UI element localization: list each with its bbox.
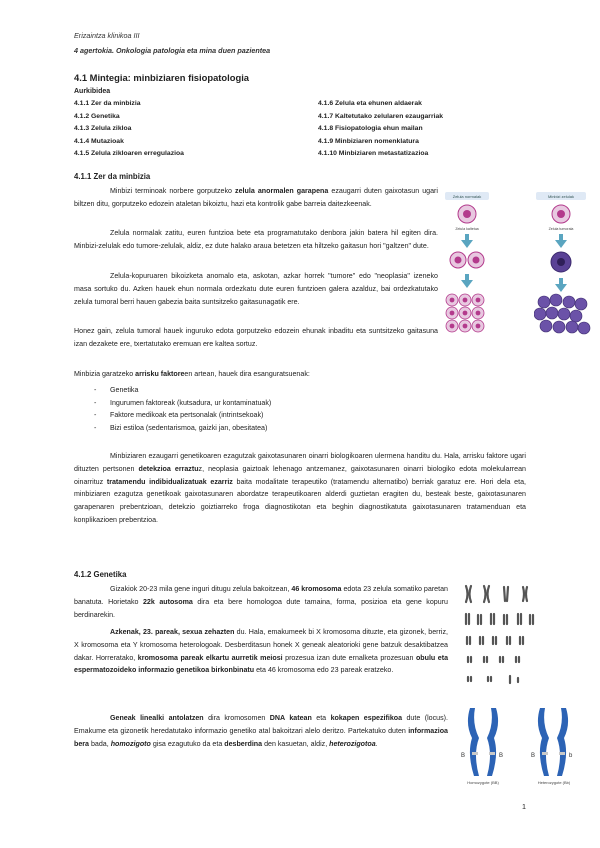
- toc-item[interactable]: 4.1.3 Zelula zikloa: [74, 125, 132, 133]
- paragraph: Minbizia garatzeko arrisku faktoreen artean, hauek dira esanguratsuenak:: [74, 370, 310, 378]
- alleles-figure: [458, 706, 592, 788]
- paragraph: Minbiziaren ezaugarri genetikoaren ezagutzak gaixotasunaren oinarri biologikoaren ulermena handitu du. Hala, arrisku faktore ugari dituzten pertsonen detekzioa erraztuz, neoplasia gaiztoak lehenago antzemanez, gaixotasunaren oinarri biologiko edota molekularrean oinarrituz tratamendu indibidualizatuak ezarriz baita modalitate terapeutiko (tratamendu alternatibo) berriak garatuz ere. Hori dela eta, minbiziaren ezagutza genetikoak gaixotasunaren abordatze terapeutikoaren alderdi guztietan eragiten du, besteak beste, gaixotasunaren garapenaren prebentzioan, detekzio goiztiarreko froga diagnostikotan eta beghin diagnostikatuta gaixotasunaren tratamenduan eta konplikazioen prebentzioa.: [74, 452, 527, 524]
- toc-item[interactable]: 4.1.6 Zelula eta ehunen aldaerak: [318, 100, 422, 107]
- toc-item[interactable]: 4.1.9 Minbiziaren nomenklatura: [318, 137, 419, 145]
- cancer-cells-figure: [534, 190, 594, 350]
- paragraph: Zelula-kopuruaren bikoizketa anomalo eta, askotan, azkar horrek "tumore" edo "neoplasia" izeneko masa sortuko du. Azken hauek ehun normala ordezkatu dute euren funtzioen galera azalduz, bai ordezkatutako zelula tumoral berri hauen gabezia baita suntsitzeko gaitasunagatik ere.: [74, 272, 438, 306]
- svg-text:B: B: [461, 753, 466, 759]
- svg-text:Zelula kaltetua: Zelula kaltetua: [455, 227, 479, 231]
- header-course: Erizaintza klinikoa III: [74, 31, 140, 40]
- list-item: - Faktore medikoak eta pertsonalak (intrintsekoak): [94, 409, 271, 422]
- normal-cells-figure: [444, 190, 526, 350]
- heterozygote-caption: Heterozygote (Bb): [537, 780, 571, 785]
- list-item: - Ingurumen faktoreak (kutsadura, ur kontaminatuak): [94, 397, 271, 410]
- toc-item[interactable]: 4.1.8 Fisiopatologia ehun mailan: [318, 125, 423, 133]
- toc-right: [318, 98, 443, 161]
- normal-cells-label: Zelula normalak: [452, 194, 482, 199]
- list-item: - Genetika: [94, 384, 271, 397]
- svg-text:B: B: [531, 753, 536, 759]
- toc-item[interactable]: 4.1.10 Minbiziaren metastatizazioa: [318, 150, 429, 158]
- svg-text:B: B: [499, 753, 504, 759]
- toc-item[interactable]: 4.1.5 Zelula zikloaren erregulazioa: [74, 150, 184, 158]
- paragraph: Zelula normalak zatitu, euren funtzioa bete eta programatutako denbora jakin batera hil egiten dira. Minbizi-zelulak edo tumore-zelulak, aldiz, ez dute halako araua betetzen eta hiltzeko gaitasun hori "galtzen" dute.: [74, 229, 438, 250]
- page-title: 4.1 Mintegia: minbiziaren fisiopatologia: [74, 72, 250, 83]
- header-topic: 4 agertokia. Onkologia patologia eta mina duen pazientea: [74, 46, 271, 55]
- paragraph: Gizakiok 20-23 mila gene inguri ditugu zelula bakoitzean, 46 kromosoma edota 23 zelula somatiko paretan banatuta. Horietako 22k autosoma dira eta bere homologoa dute tamaina, forma, posizioa eta gene kopuru berdinarekin.: [74, 585, 448, 619]
- svg-text:Zelula tumorala: Zelula tumorala: [548, 227, 574, 231]
- toc-label: Aurkibidea: [74, 88, 111, 95]
- toc-item[interactable]: 4.1.1 Zer da minbizia: [74, 100, 141, 107]
- risk-factor-list: [94, 384, 271, 434]
- paragraph: Minbizi terminoak norbere gorputzeko zelula anormalen garapena ezaugarri duten gaixotasun ugari biltzen ditu, gorputzeko edozein ataletan bikoiztu, hazi eta kontrolik gabe barreia daitezkeenak.: [74, 187, 438, 208]
- paragraph: Azkenak, 23. pareak, sexua zehazten du. Hala, emakumeek bi X kromosoma dituzte, eta gizonek, berriz, X kromosoma eta Y kromosoma heterologoak. Desberditasun honek X geneak aleatorioki gene batzuk desaktibatzea dakar. Horreratako, kromosoma pareak elkartu aurretik meiosi prozesua izan dute ernalketa prozesuan obulu eta espermatozoideko informazio genetikoa birkonbinatu eta 46 kromosoma edo 23 pareak eratzeko.: [74, 628, 449, 675]
- svg-text:b: b: [569, 753, 573, 759]
- toc-item[interactable]: 4.1.4 Mutazioak: [74, 137, 124, 145]
- paragraph: Geneak linealki antolatzen dira kromosomen DNA katean eta kokapen espezifikoa dute (locus). Emakume eta gizonetik heredatutako informazio genetiko atal bakoitzari alelo deritzo. Partekatuko duten informazioa bera bada, homozigoto gisa ezagutuko da eta desberdina den kasuetan, aldiz, heterozigotoa.: [74, 714, 448, 748]
- karyotype-figure: [460, 582, 540, 694]
- list-item: - Bizi estiloa (sedentarismoa, gaizki jan, obesitatea): [94, 422, 271, 435]
- toc-left: [74, 98, 184, 161]
- section-heading-1: 4.1.1 Zer da minbizia: [74, 172, 151, 181]
- page-number: 1: [522, 802, 526, 811]
- toc-item[interactable]: 4.1.7 Kaltetutako zelularen ezaugarriak: [318, 112, 444, 120]
- cancer-cells-label: Minbizi zelulak: [547, 194, 575, 199]
- homozygote-caption: Homozygote (BB): [467, 780, 499, 785]
- toc-item[interactable]: 4.1.2 Genetika: [74, 112, 120, 120]
- paragraph: Honez gain, zelula tumoral hauek inguruko edota gorputzeko edozein ehunak inbaditu eta suntsitzeko gaitasuna izan dezakete ere, txertatutako eremuan ere kaltea sortuz.: [74, 327, 438, 348]
- section-heading-2: 4.1.2 Genetika: [74, 570, 127, 579]
